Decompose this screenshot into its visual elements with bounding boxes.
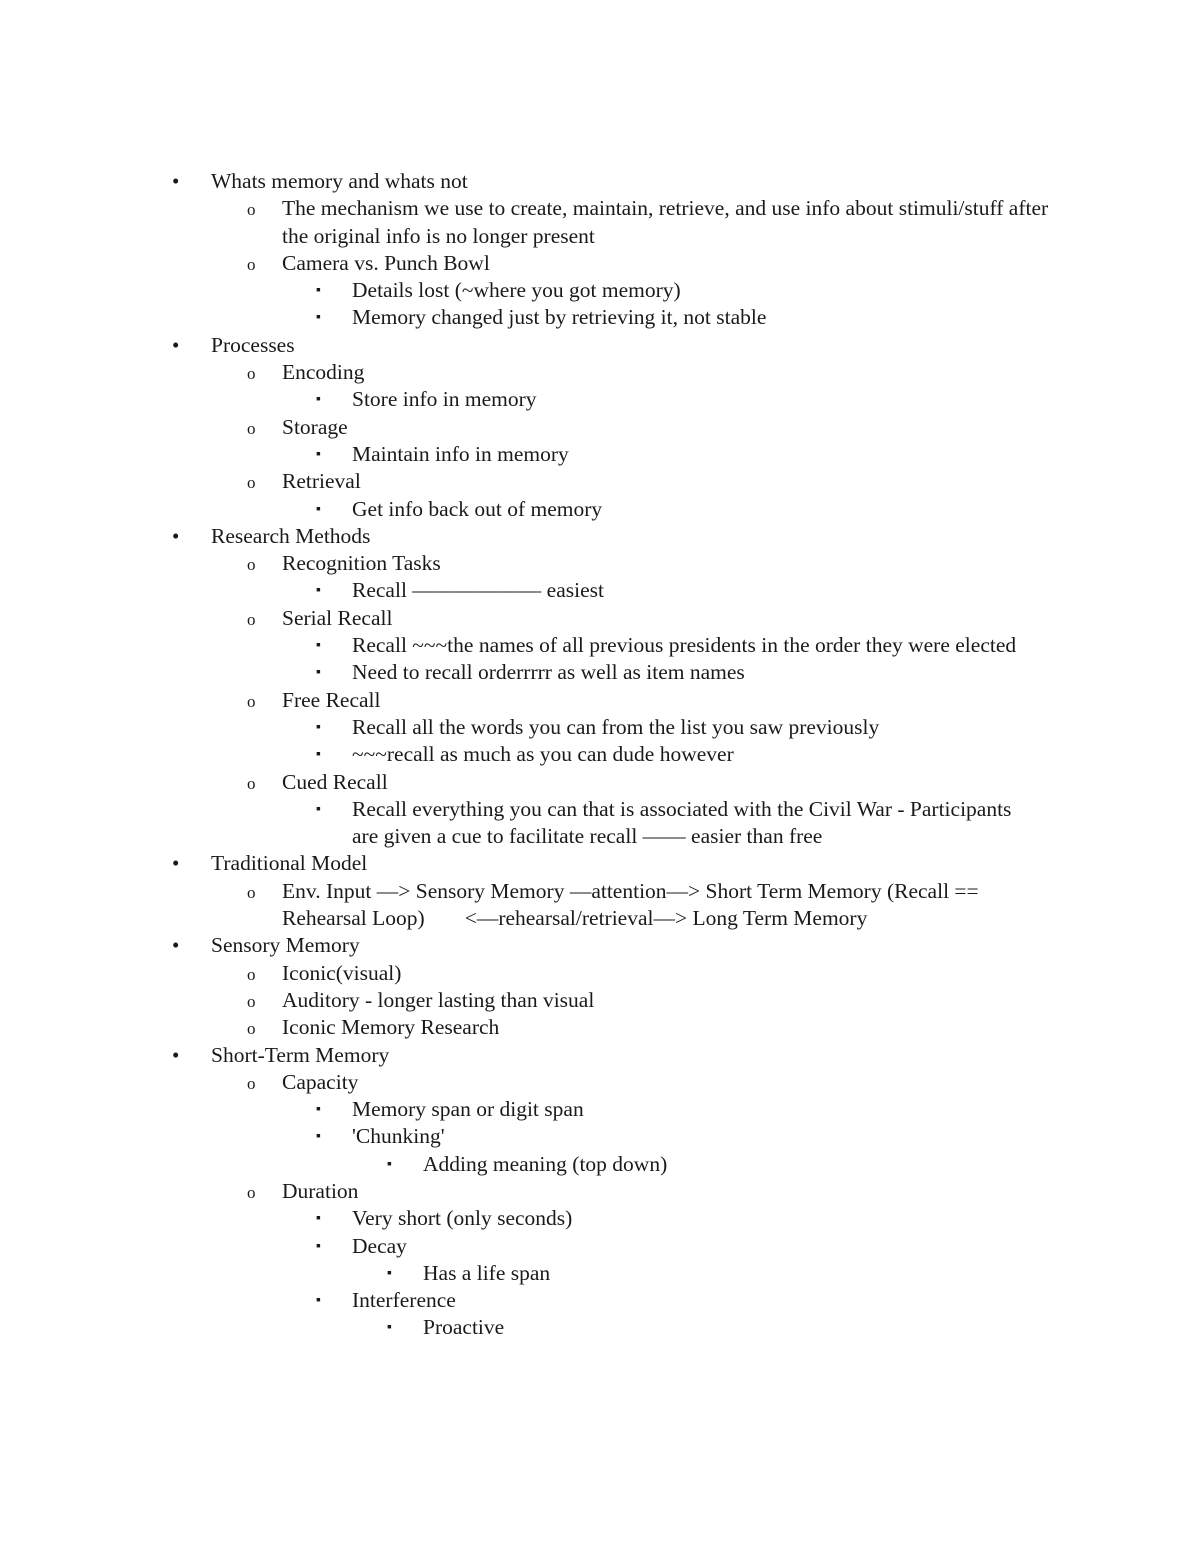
outline-item-text xyxy=(282,987,1062,1014)
outline-item-text-main: Retrieval xyxy=(282,469,361,494)
outline-item-text xyxy=(282,550,1062,577)
outline-item-level-3 xyxy=(0,741,1022,768)
outline-item-level-2 xyxy=(0,250,1062,277)
outline-item-text-main: Recall all the words you can from the list you saw previously xyxy=(352,714,880,739)
list-marker: • xyxy=(172,851,180,876)
list-marker: ▪ xyxy=(387,1156,392,1172)
list-marker: ▪ xyxy=(316,310,321,326)
outline-item-text xyxy=(282,1178,1062,1205)
outline-item-text xyxy=(352,796,1022,851)
document-page xyxy=(0,168,1200,1468)
outline-item-level-1 xyxy=(0,1042,1041,1069)
list-marker: o xyxy=(247,364,256,384)
outline-item-level-2 xyxy=(0,359,1062,386)
outline-item-text-main: Decay xyxy=(352,1233,407,1258)
outline-item-text-main: Memory span or digit span xyxy=(352,1097,584,1122)
outline-item-text xyxy=(282,1014,1062,1041)
outline-item-text xyxy=(282,1069,1062,1096)
outline-item-text-main: Details lost (~where you got memory) xyxy=(352,278,681,303)
outline-item-text xyxy=(423,1314,1023,1341)
outline-item-level-2 xyxy=(0,987,1062,1014)
outline-item-text-main: Recall —————— easiest xyxy=(352,578,604,603)
outline-item-text-main: The mechanism we use to create, maintain, retrieve, and use info about stimuli/stuff after the original info is no longer present xyxy=(282,196,1049,248)
outline-item-text-main: Storage xyxy=(282,414,348,439)
outline-item-text-main: Adding meaning (top down) xyxy=(423,1151,668,1176)
outline-item-text xyxy=(423,1151,1023,1178)
outline-item-text xyxy=(352,659,1022,686)
outline-item-level-3 xyxy=(0,1096,1022,1123)
outline-item-text-main: Recall ~~~the names of all previous presidents in the order they were elected xyxy=(352,633,1017,658)
outline-item-level-3 xyxy=(0,577,1022,604)
outline-item-text-main: Recognition Tasks xyxy=(282,551,441,576)
list-marker: o xyxy=(247,1073,256,1093)
outline-item-text xyxy=(352,1123,1022,1150)
outline-item-text-main: Iconic Memory Research xyxy=(282,1015,500,1040)
outline-item-text xyxy=(352,577,1022,604)
outline-item-level-3 xyxy=(0,714,1022,741)
outline-item-text xyxy=(352,1205,1022,1232)
outline-item-text-main: Memory changed just by retrieving it, not stable xyxy=(352,305,767,330)
list-marker: ▪ xyxy=(316,446,321,462)
outline-item-level-4 xyxy=(0,1151,1023,1178)
outline-item-level-3 xyxy=(0,386,1022,413)
list-marker: ▪ xyxy=(316,283,321,299)
outline-item-level-2 xyxy=(0,1069,1062,1096)
lecture-notes-outline xyxy=(0,168,1200,1342)
outline-item-text-main: ~~~recall as much as you can dude however xyxy=(352,742,734,767)
list-marker: o xyxy=(247,254,256,274)
list-marker: ▪ xyxy=(316,1129,321,1145)
outline-item-level-2 xyxy=(0,1014,1062,1041)
outline-item-text xyxy=(352,714,1022,741)
list-marker: ▪ xyxy=(316,665,321,681)
list-marker: ▪ xyxy=(316,501,321,517)
list-marker: ▪ xyxy=(316,801,321,817)
outline-item-text-main: Whats memory and whats not xyxy=(211,169,468,193)
outline-item-level-1 xyxy=(0,932,1041,959)
outline-item-text xyxy=(282,468,1062,495)
outline-item-level-2 xyxy=(0,468,1062,495)
outline-item-level-3 xyxy=(0,277,1022,304)
outline-item-text-main: Research Methods xyxy=(211,523,371,548)
outline-item-text xyxy=(282,250,1062,277)
outline-item-text-main: Maintain info in memory xyxy=(352,441,569,466)
outline-item-level-1 xyxy=(0,523,1041,550)
outline-item-text-main: Free Recall xyxy=(282,687,381,712)
outline-item-text xyxy=(282,960,1062,987)
outline-item-text-main: 'Chunking' xyxy=(352,1124,445,1149)
outline-item-level-3 xyxy=(0,441,1022,468)
list-marker: • xyxy=(172,332,180,357)
outline-item-text-main: Capacity xyxy=(282,1069,359,1094)
outline-item-level-2 xyxy=(0,878,1062,933)
outline-item-text-main: Sensory Memory xyxy=(211,933,360,958)
outline-item-text xyxy=(352,277,1022,304)
outline-item-text-main: Duration xyxy=(282,1178,359,1203)
list-marker: o xyxy=(247,1019,256,1039)
outline-item-text-main: Interference xyxy=(352,1288,456,1313)
outline-item-level-2 xyxy=(0,960,1062,987)
outline-item-text-main: Recall everything you can that is associated with the Civil War - Participants are given a cue to facilitate recall —— easier than free xyxy=(352,796,1012,849)
list-marker: ▪ xyxy=(316,583,321,599)
outline-item-level-2 xyxy=(0,605,1062,632)
outline-item-text xyxy=(352,741,1022,768)
outline-item-level-3 xyxy=(0,1287,1022,1314)
list-marker: o xyxy=(247,555,256,575)
outline-item-level-2 xyxy=(0,414,1062,441)
outline-item-level-4 xyxy=(0,1314,1023,1341)
outline-item-text xyxy=(211,523,1041,550)
list-marker: ▪ xyxy=(316,1211,321,1227)
outline-item-text-main: Cued Recall xyxy=(282,769,388,794)
outline-item-text xyxy=(282,769,1062,796)
outline-item-level-1 xyxy=(0,332,1041,359)
outline-item-level-1 xyxy=(0,850,1041,877)
outline-item-text-main: Get info back out of memory xyxy=(352,496,603,521)
list-marker: • xyxy=(172,169,180,193)
list-marker: • xyxy=(172,1042,180,1067)
outline-item-level-4 xyxy=(0,1260,1023,1287)
outline-item-text xyxy=(211,932,1041,959)
list-marker: ▪ xyxy=(387,1265,392,1281)
outline-item-level-3 xyxy=(0,496,1022,523)
list-marker: • xyxy=(172,933,180,958)
outline-item-text-main: Encoding xyxy=(282,360,365,385)
list-marker: ▪ xyxy=(316,1293,321,1309)
outline-item-text-main: Serial Recall xyxy=(282,605,393,630)
outline-item-text xyxy=(211,850,1041,877)
outline-item-text-main: Proactive xyxy=(423,1315,505,1340)
list-marker: o xyxy=(247,882,256,902)
list-marker: ▪ xyxy=(316,392,321,408)
list-marker: o xyxy=(247,200,256,220)
outline-item-text xyxy=(282,195,1062,250)
outline-item-text xyxy=(211,332,1041,359)
outline-item-text-main: Iconic(visual) xyxy=(282,960,402,985)
outline-item-level-2 xyxy=(0,687,1062,714)
outline-item-text-main: Processes xyxy=(211,332,295,357)
outline-item-text-main: Env. Input —> Sensory Memory —attention—> Short Term Memory (Recall == Rehearsal Loop) xyxy=(282,878,979,931)
outline-item-text xyxy=(211,168,1041,195)
list-marker: o xyxy=(247,473,256,493)
outline-item-level-3 xyxy=(0,1233,1022,1260)
list-marker: o xyxy=(247,991,256,1011)
list-marker: ▪ xyxy=(316,1238,321,1254)
outline-item-text-main: Auditory - longer lasting than visual xyxy=(282,987,595,1012)
list-marker: ▪ xyxy=(316,719,321,735)
outline-item-text-main: Very short (only seconds) xyxy=(352,1206,573,1231)
outline-item-text xyxy=(352,441,1022,468)
outline-item-text xyxy=(282,878,1062,933)
outline-item-text xyxy=(352,496,1022,523)
outline-item-level-3 xyxy=(0,796,1022,851)
list-marker: o xyxy=(247,418,256,438)
list-marker: • xyxy=(172,523,180,548)
outline-item-level-2 xyxy=(0,1178,1062,1205)
list-marker: ▪ xyxy=(316,1102,321,1118)
outline-item-text-continued: <—rehearsal/retrieval—> Long Term Memory xyxy=(464,906,868,931)
outline-item-text xyxy=(282,414,1062,441)
outline-item-level-2 xyxy=(0,195,1062,250)
outline-item-text xyxy=(282,359,1062,386)
outline-item-level-3 xyxy=(0,632,1022,659)
outline-item-level-2 xyxy=(0,769,1062,796)
list-marker: o xyxy=(247,609,256,629)
outline-item-level-3 xyxy=(0,1205,1022,1232)
outline-item-text xyxy=(352,1233,1022,1260)
outline-item-text-main: Need to recall orderrrrr as well as item names xyxy=(352,660,745,685)
list-marker: o xyxy=(247,1182,256,1202)
list-marker: o xyxy=(247,964,256,984)
outline-item-level-3 xyxy=(0,659,1022,686)
outline-item-level-3 xyxy=(0,304,1022,331)
outline-item-text-main: Has a life span xyxy=(423,1260,551,1285)
list-marker: ▪ xyxy=(316,638,321,654)
outline-item-text-main: Short-Term Memory xyxy=(211,1042,390,1067)
list-marker: ▪ xyxy=(387,1320,392,1336)
outline-item-level-3 xyxy=(0,1123,1022,1150)
outline-item-text xyxy=(282,687,1062,714)
outline-item-text xyxy=(352,386,1022,413)
outline-item-text-main: Camera vs. Punch Bowl xyxy=(282,250,490,275)
outline-item-text xyxy=(282,605,1062,632)
list-marker: o xyxy=(247,773,256,793)
outline-item-text xyxy=(352,1096,1022,1123)
outline-item-level-2 xyxy=(0,550,1062,577)
outline-item-text xyxy=(423,1260,1023,1287)
outline-item-text-main: Store info in memory xyxy=(352,387,537,412)
outline-item-text xyxy=(352,1287,1022,1314)
list-marker: ▪ xyxy=(316,747,321,763)
outline-item-text xyxy=(352,632,1022,659)
list-marker: o xyxy=(247,691,256,711)
outline-item-text-main: Traditional Model xyxy=(211,851,368,876)
outline-item-text xyxy=(211,1042,1041,1069)
outline-item-text xyxy=(352,304,1022,331)
outline-item-level-1 xyxy=(0,168,1041,195)
